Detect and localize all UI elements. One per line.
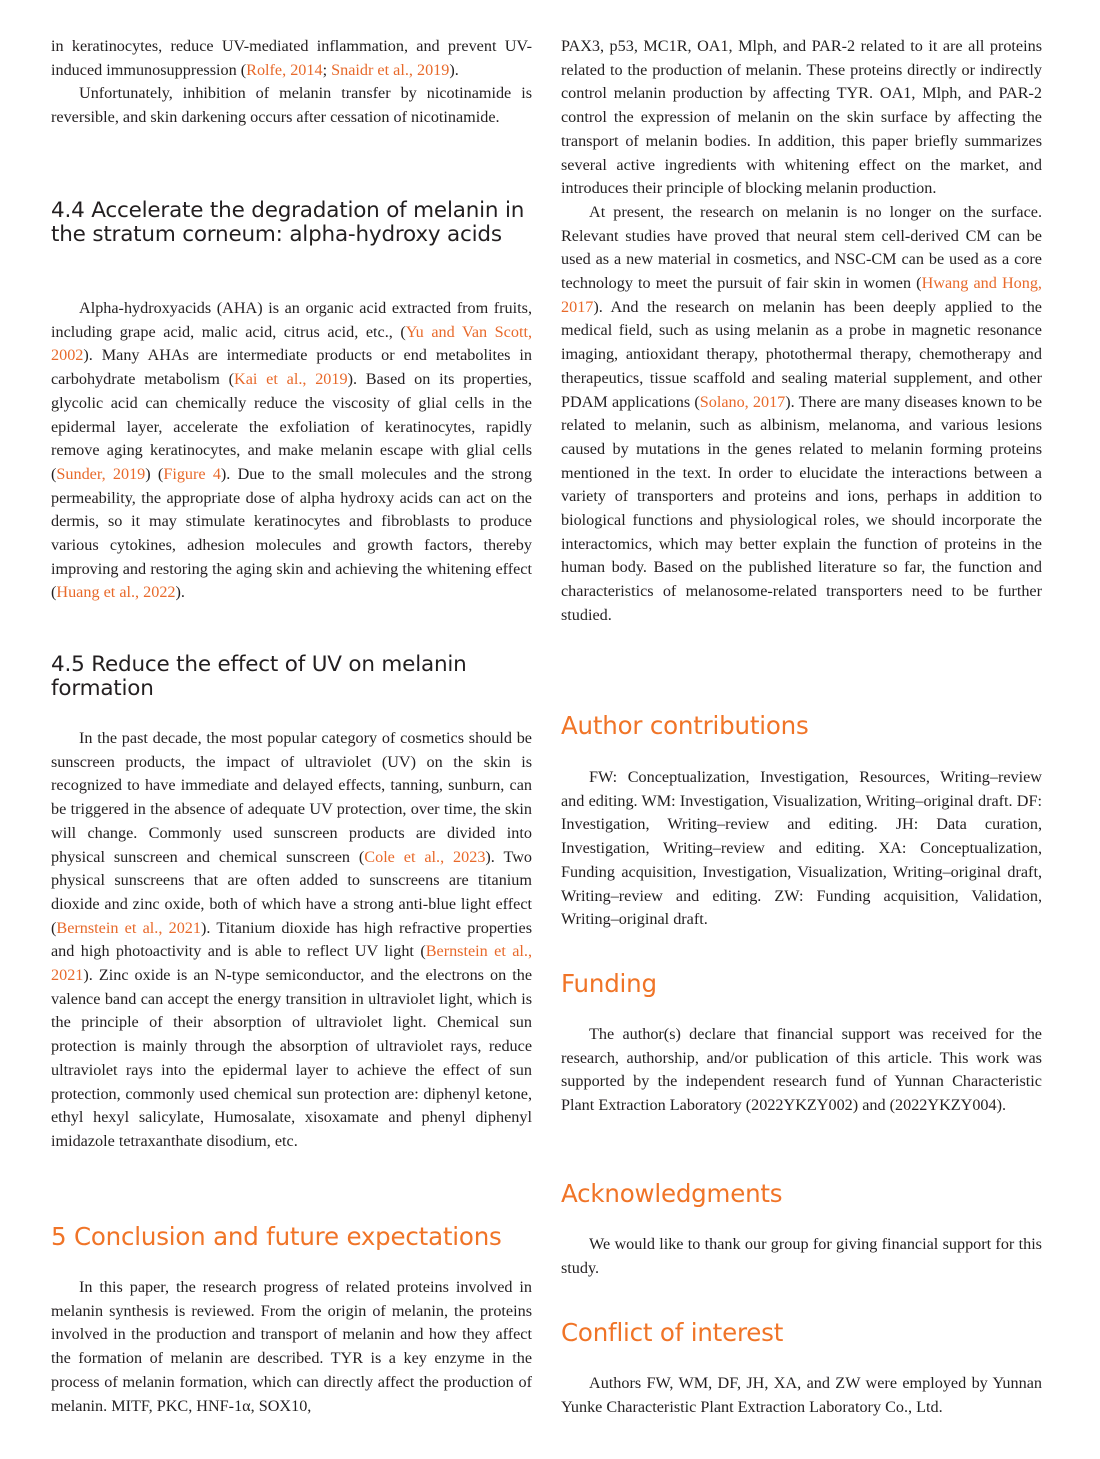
text-segment: ). And the research on melanin has been deeply applied to the medical field, such as using melanin as a probe in magnetic resonance imaging, antioxidant therapy, photothermal therapy, chemotherapy and therapeutics, tissue scaffold and sealing material supplement, and other PDAM applications ( bbox=[561, 297, 1042, 411]
acknowledgments-text: We would like to thank our group for giving financial support for this study. bbox=[561, 1235, 1042, 1277]
text-segment: ). Many AHAs are intermediate products or end metabolites in carbohydrate metabolism ( bbox=[51, 346, 532, 389]
section-heading-5: 5 Conclusion and future expectations bbox=[51, 1222, 502, 1251]
section-5 bbox=[51, 1223, 532, 1251]
reference-link[interactable]: Huang et al., 2022 bbox=[56, 583, 176, 602]
acknowledgments-body-block bbox=[561, 1233, 1042, 1280]
reference-link[interactable]: Kai et al., 2019 bbox=[234, 370, 348, 389]
figure-link[interactable]: Figure 4 bbox=[163, 464, 221, 483]
conflict-of-interest-body-block bbox=[561, 1372, 1042, 1419]
reference-link[interactable]: Bernstein et al., 2021 bbox=[56, 918, 201, 937]
section-4-5-body-block bbox=[51, 727, 532, 1154]
reference-link[interactable]: Solano, 2017 bbox=[699, 392, 786, 411]
conclusion-paragraph-2 bbox=[561, 201, 1042, 628]
reference-link[interactable]: Snaidr et al., 2019 bbox=[331, 60, 450, 79]
acknowledgments-section bbox=[561, 1180, 1042, 1208]
conflict-of-interest-text: Authors FW, WM, DF, JH, XA, and ZW were employed by Yunnan Yunke Characteristic Plant Extraction Laboratory Co., Ltd. bbox=[561, 1374, 1042, 1416]
text-segment: ). Zinc oxide is an N-type semiconductor, and the electrons on the valence band can accept the energy transition in ultraviolet light, which is the principle of their absorption of ultraviolet light. Chemical sun protection is mainly through the absorption of ultraviolet rays, reduce ultraviolet rays into the epidermal layer to achieve the effect of sun protection, commonly used chemical sun protection are: diphenyl ketone, ethyl hexyl salicylate, Humosalate, xisoxamate and phenyl diphenyl imidazole tetraxanthate disodium, etc. bbox=[51, 966, 532, 1150]
author-contributions-body-block bbox=[561, 766, 1042, 932]
section-4-4 bbox=[51, 199, 532, 246]
section-5-paragraph: In this paper, the research progress of related proteins involved in melanin synthesis is reviewed. From the origin of melanin, the proteins involved in the production and transport of melanin and how they affect the formation of melanin are described. TYR is a key enzyme in the process of melanin formation, which can directly affect the production of melanin. MITF, PKC, HNF-1α, SOX10, bbox=[51, 1278, 532, 1415]
text-segment: ). Based on its properties, glycolic acid can chemically reduce the viscosity of glial cells in the epidermal layer, accelerate the exfoliation of keratinocytes, rapidly remove aging keratinocytes, and make melanin escape with glial cells ( bbox=[51, 370, 532, 483]
reference-link[interactable]: Sunder, 2019 bbox=[56, 464, 146, 483]
reference-link[interactable]: Yu and Van Scott, 2002 bbox=[51, 322, 532, 365]
section-5-continued bbox=[561, 35, 1042, 628]
text-segment: ; bbox=[322, 60, 332, 79]
acknowledgments-heading: Acknowledgments bbox=[561, 1179, 783, 1208]
funding-section bbox=[561, 970, 1042, 998]
section-4-4-paragraph bbox=[51, 297, 532, 605]
text-segment: At present, the research on melanin is no longer on the surface. Relevant studies have proved that neural stem cell-derived CM can be used as a new material in cosmetics, and NSC-CM can be used as a core technology to meet the pursuit of fair skin in women ( bbox=[561, 202, 1042, 293]
funding-heading: Funding bbox=[561, 969, 657, 998]
author-contributions-text: FW: Conceptualization, Investigation, Resources, Writing–review and editing. WM: Investigation, Visualization, Writing–original draft. DF: Investigation, Writing–review and editing. JH: Data curation, Investigation, Writing–review and editing. XA: Conceptualization, Funding acquisition, Investigation, Visualization, Writing–original draft, Writing–review and editing. ZW: Funding acquisition, Validation, Writing–original draft. bbox=[561, 768, 1042, 929]
conflict-of-interest-section bbox=[561, 1319, 1042, 1347]
section-heading-4-4: 4.4 Accelerate the degradation of melanin in the stratum corneum: alpha-hydroxy acids bbox=[51, 198, 525, 247]
section-4-4-body-block bbox=[51, 297, 532, 605]
reference-link[interactable]: Bernstein et al., 2021 bbox=[51, 942, 533, 985]
funding-text: The author(s) declare that financial support was received for the research, authorship, and/or publication of this article. This work was supported by the independent research fund of Yunnan Characteristic Plant Extraction Laboratory (2022YKZY002) and (2022YKZY004). bbox=[561, 1025, 1042, 1115]
section-heading-4-5: 4.5 Reduce the effect of UV on melanin formation bbox=[51, 652, 467, 701]
text-segment: Alpha-hydroxyacids (AHA) is an organic acid extracted from fruits, including grape acid, malic acid, citrus acid, etc., ( bbox=[51, 299, 532, 341]
intro-paragraph-1-block bbox=[51, 35, 532, 130]
reference-link[interactable]: Cole et al., 2023 bbox=[364, 847, 486, 866]
text-segment: ). Two physical sunscreens that are often added to sunscreens are titanium dioxide and zinc oxide, both of which have a strong anti-blue light effect ( bbox=[51, 847, 533, 937]
text-segment: ). There are many diseases known to be related to melanin, such as albinism, melanoma, and various lesions caused by mutations in the genes related to melanin forming proteins mentioned in the text. In order to elucidate the interactions between a variety of transporters and proteins and ions, perhaps in addition to biological functions and physiological roles, we should incorporate the interactomics, which may better explain the function of proteins in the human body. Based on the published literature so far, the function and characteristics of melanosome-related transporters need to be further studied. bbox=[561, 392, 1043, 624]
intro-paragraph-2: Unfortunately, inhibition of melanin transfer by nicotinamide is reversible, and skin darkening occurs after cessation of nicotinamide. bbox=[51, 84, 532, 127]
text-segment: ). Due to the small molecules and the strong permeability, the appropriate dose of alpha hydroxy acids can act on the dermis, so it may stimulate keratinocytes and fibroblasts to produce various cytokines, adhesion molecules and growth factors, thereby improving and restoring the aging skin and achieving the whitening effect ( bbox=[51, 464, 532, 602]
section-4-5-paragraph bbox=[51, 727, 532, 1154]
text-segment: ). Titanium dioxide has high refractive properties and high photoactivity and is able to reflect UV light ( bbox=[51, 918, 533, 961]
text-segment: ) ( bbox=[145, 464, 164, 483]
text-segment: In the past decade, the most popular category of cosmetics should be sunscreen products, the impact of ultraviolet (UV) on the skin is recognized to have immediate and delayed effects, tanning, sunburn, can be triggered in the absence of adequate UV protection, over time, the skin will change. Commonly used sunscreen products are divided into physical sunscreen and chemical sunscreen ( bbox=[51, 729, 532, 866]
intro-paragraph-1 bbox=[51, 35, 532, 82]
conclusion-paragraph-1: PAX3, p53, MC1R, OA1, Mlph, and PAR-2 related to it are all proteins related to the production of melanin. These proteins directly or indirectly control melanin production by affecting TYR. OA1, Mlph, and PAR-2 control the expression of melanin on the skin surface by affecting the transport of melanin bodies. In addition, this paper briefly summarizes several active ingredients with whitening effect on the market, and introduces their principle of blocking melanin production. bbox=[561, 37, 1042, 198]
reference-link[interactable]: Hwang and Hong, 2017 bbox=[561, 274, 1042, 316]
text-segment: in keratinocytes, reduce UV-mediated inflammation, and prevent UV-induced immunosuppression ( bbox=[51, 37, 532, 79]
section-4-5 bbox=[51, 653, 532, 700]
section-5-body-block bbox=[51, 1276, 532, 1418]
author-contributions-heading: Author contributions bbox=[561, 711, 809, 740]
funding-body-block bbox=[561, 1023, 1042, 1118]
author-contributions-section bbox=[561, 712, 1042, 740]
text-segment: ). bbox=[449, 60, 459, 79]
reference-link[interactable]: Rolfe, 2014 bbox=[246, 60, 323, 79]
text-segment: ). bbox=[175, 583, 185, 602]
conflict-of-interest-heading: Conflict of interest bbox=[561, 1318, 784, 1347]
